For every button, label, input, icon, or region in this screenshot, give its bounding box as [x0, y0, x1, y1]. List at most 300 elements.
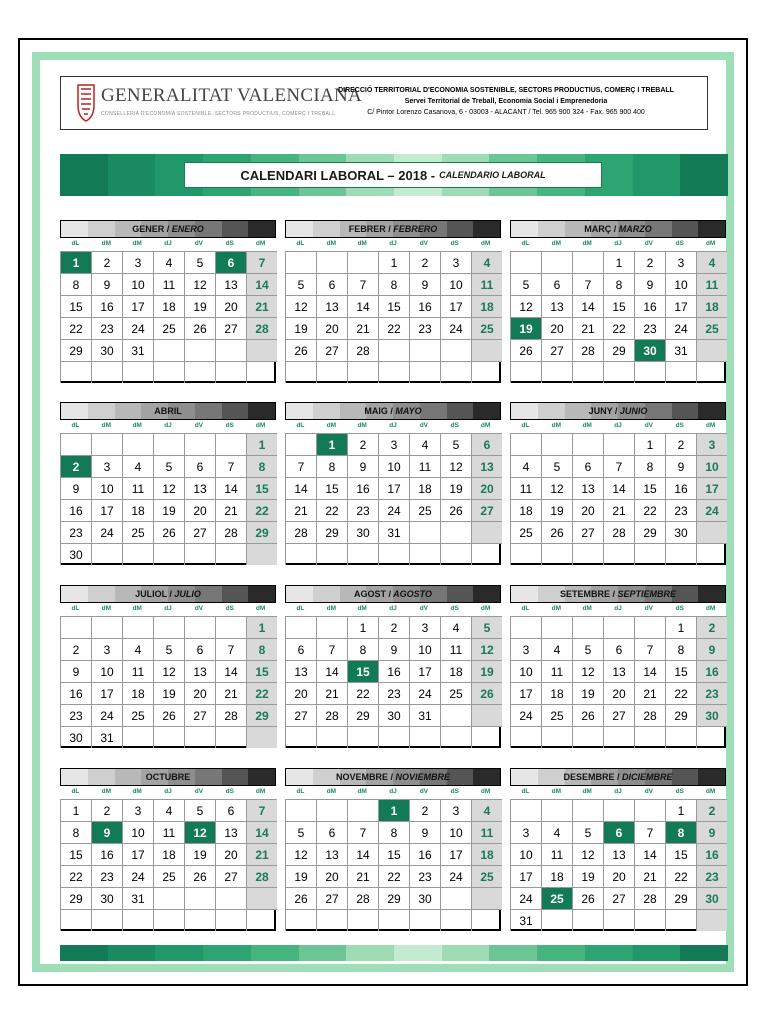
empty-cell — [60, 909, 91, 931]
day-cell: 27 — [603, 887, 634, 909]
day-cell: 29 — [246, 704, 277, 726]
day-cell: 6 — [316, 273, 347, 295]
day-name: dS — [225, 605, 234, 612]
day-name: dJ — [614, 788, 622, 795]
day-cell: 17 — [665, 295, 696, 317]
day-cell: 17 — [696, 477, 727, 499]
bottom-band — [60, 945, 728, 961]
day-cell: 12 — [153, 477, 184, 499]
empty-cell — [471, 726, 502, 748]
empty-cell — [246, 543, 277, 565]
day-cell: 24 — [696, 499, 727, 521]
day-grid — [285, 251, 501, 383]
month-block — [510, 585, 726, 748]
day-name: dM — [357, 788, 367, 795]
day-cell: 14 — [572, 295, 603, 317]
day-cell: 11 — [122, 660, 153, 682]
day-cell: 9 — [60, 477, 91, 499]
day-cell: 8 — [316, 455, 347, 477]
day-cell: 16 — [409, 843, 440, 865]
empty-cell — [696, 726, 727, 748]
day-cell: 31 — [378, 521, 409, 543]
day-grid — [285, 799, 501, 931]
day-cell: 6 — [184, 638, 215, 660]
day-cell: 12 — [541, 477, 572, 499]
day-cell: 26 — [285, 339, 316, 361]
empty-cell — [409, 361, 440, 383]
day-cell: 14 — [246, 273, 277, 295]
title-box — [184, 162, 602, 188]
day-name: dV — [419, 422, 429, 429]
generalitat-logo — [75, 83, 363, 125]
day-cell: 16 — [696, 843, 727, 865]
day-grid — [285, 433, 501, 565]
day-cell: 18 — [153, 295, 184, 317]
empty-cell — [316, 616, 347, 638]
day-cell: 3 — [510, 638, 541, 660]
day-cell: 23 — [347, 499, 378, 521]
band-segment — [108, 154, 156, 196]
empty-cell — [510, 799, 541, 821]
day-cell: 17 — [409, 660, 440, 682]
empty-cell — [316, 909, 347, 931]
day-cell: 31 — [122, 339, 153, 361]
empty-cell — [471, 887, 502, 909]
day-cell: 17 — [510, 865, 541, 887]
day-cell: 11 — [122, 477, 153, 499]
day-names-row — [510, 788, 726, 798]
empty-cell — [91, 909, 122, 931]
day-cell: 24 — [510, 887, 541, 909]
day-cell: 15 — [603, 295, 634, 317]
day-cell: 20 — [184, 682, 215, 704]
empty-cell — [471, 361, 502, 383]
month-name-val: AGOST / — [353, 589, 391, 599]
day-grid — [510, 433, 726, 565]
day-cell: 29 — [246, 521, 277, 543]
day-cell: 30 — [409, 887, 440, 909]
day-cell: 18 — [510, 499, 541, 521]
day-cell: 1 — [603, 251, 634, 273]
day-cell: 9 — [409, 273, 440, 295]
day-name: dJ — [389, 422, 397, 429]
empty-cell — [634, 543, 665, 565]
day-grid — [510, 616, 726, 748]
day-cell: 15 — [634, 477, 665, 499]
empty-cell — [122, 909, 153, 931]
day-cell: 10 — [409, 638, 440, 660]
day-names-row — [285, 240, 501, 250]
empty-cell — [215, 726, 246, 748]
day-cell: 7 — [347, 821, 378, 843]
empty-cell — [440, 543, 471, 565]
empty-cell — [696, 521, 727, 543]
page-inner — [40, 60, 726, 964]
day-cell: 24 — [510, 704, 541, 726]
day-names-row — [510, 605, 726, 615]
empty-cell — [409, 339, 440, 361]
empty-cell — [541, 909, 572, 931]
day-cell: 20 — [541, 317, 572, 339]
day-cell: 13 — [215, 273, 246, 295]
day-cell: 16 — [60, 499, 91, 521]
day-name: dM — [255, 240, 266, 247]
empty-cell — [153, 433, 184, 455]
band-segment — [394, 945, 442, 961]
day-cell: 16 — [665, 477, 696, 499]
day-cell: 22 — [603, 317, 634, 339]
day-cell: 25 — [541, 887, 572, 909]
day-cell: 30 — [378, 704, 409, 726]
day-cell: 15 — [246, 660, 277, 682]
day-cell: 22 — [60, 865, 91, 887]
empty-cell — [440, 339, 471, 361]
day-cell: 18 — [440, 660, 471, 682]
band-segment — [203, 945, 251, 961]
day-cell: 28 — [246, 865, 277, 887]
day-cell: 10 — [665, 273, 696, 295]
day-cell: 5 — [184, 251, 215, 273]
day-cell: 4 — [471, 251, 502, 273]
empty-cell — [246, 339, 277, 361]
day-name: dS — [675, 788, 684, 795]
day-name: dM — [582, 422, 592, 429]
day-name: dM — [101, 422, 111, 429]
day-cell: 8 — [603, 273, 634, 295]
month-name-es: FEBRERO — [390, 224, 438, 234]
empty-cell — [510, 726, 541, 748]
empty-cell — [440, 704, 471, 726]
day-cell: 19 — [285, 865, 316, 887]
day-cell: 25 — [696, 317, 727, 339]
day-cell: 20 — [316, 317, 347, 339]
empty-cell — [665, 361, 696, 383]
empty-cell — [440, 726, 471, 748]
day-cell: 7 — [215, 455, 246, 477]
page-subtitle: CALENDARIO LABORAL — [439, 170, 546, 180]
day-cell: 2 — [347, 433, 378, 455]
day-name: dM — [551, 240, 561, 247]
empty-cell — [541, 361, 572, 383]
month-name — [60, 402, 276, 420]
empty-cell — [215, 361, 246, 383]
day-name: dM — [132, 240, 142, 247]
day-cell: 5 — [541, 455, 572, 477]
day-name: dL — [71, 422, 80, 429]
day-cell: 21 — [572, 317, 603, 339]
day-cell: 29 — [316, 521, 347, 543]
day-cell: 7 — [316, 638, 347, 660]
day-name: dS — [225, 422, 234, 429]
day-cell: 12 — [572, 843, 603, 865]
month-name-val: MARÇ / — [584, 224, 617, 234]
day-cell: 14 — [316, 660, 347, 682]
empty-cell — [409, 726, 440, 748]
empty-cell — [378, 909, 409, 931]
month-name-es: SEPTIEMBRE — [615, 589, 677, 599]
empty-cell — [378, 543, 409, 565]
day-cell: 31 — [91, 726, 122, 748]
day-cell: 17 — [91, 499, 122, 521]
day-name: dS — [450, 422, 459, 429]
day-cell: 3 — [510, 821, 541, 843]
day-name: dM — [705, 788, 716, 795]
empty-cell — [440, 361, 471, 383]
day-cell: 3 — [409, 616, 440, 638]
day-cell: 16 — [347, 477, 378, 499]
day-name: dM — [326, 788, 336, 795]
day-cell: 26 — [572, 887, 603, 909]
empty-cell — [634, 616, 665, 638]
empty-cell — [215, 433, 246, 455]
day-cell: 26 — [184, 865, 215, 887]
day-cell: 21 — [215, 499, 246, 521]
day-name: dM — [480, 788, 491, 795]
day-cell: 23 — [378, 682, 409, 704]
day-cell: 28 — [215, 521, 246, 543]
month-name — [510, 220, 726, 238]
day-cell: 2 — [634, 251, 665, 273]
day-cell: 27 — [603, 704, 634, 726]
day-cell: 2 — [696, 799, 727, 821]
month-name-val: JUNY / — [588, 406, 618, 416]
day-cell: 4 — [153, 799, 184, 821]
day-cell: 31 — [510, 909, 541, 931]
band-segment — [442, 945, 490, 961]
month-name — [285, 768, 501, 786]
month-name-es: NOVIEMBRE — [393, 772, 451, 782]
band-segment — [251, 945, 299, 961]
month-block — [60, 220, 276, 383]
day-cell: 15 — [246, 477, 277, 499]
day-cell: 21 — [316, 682, 347, 704]
day-cell: 20 — [603, 865, 634, 887]
day-cell: 5 — [572, 821, 603, 843]
day-cell: 9 — [378, 638, 409, 660]
day-cell: 7 — [572, 273, 603, 295]
empty-cell — [285, 543, 316, 565]
day-cell: 24 — [122, 865, 153, 887]
empty-cell — [316, 361, 347, 383]
day-cell: 17 — [378, 477, 409, 499]
day-cell: 28 — [215, 704, 246, 726]
day-cell: 30 — [60, 543, 91, 565]
day-cell: 25 — [541, 704, 572, 726]
month-name-val: MAIG / — [364, 406, 393, 416]
day-cell: 12 — [440, 455, 471, 477]
day-cell: 11 — [510, 477, 541, 499]
day-name: dJ — [164, 240, 172, 247]
day-cell: 18 — [541, 682, 572, 704]
day-cell: 1 — [634, 433, 665, 455]
day-cell: 9 — [409, 821, 440, 843]
month-name-es: AGOSTO — [391, 589, 433, 599]
day-cell: 20 — [215, 843, 246, 865]
day-cell: 18 — [696, 295, 727, 317]
day-cell: 8 — [60, 273, 91, 295]
day-cell: 26 — [184, 317, 215, 339]
day-cell: 10 — [510, 843, 541, 865]
day-cell: 23 — [696, 865, 727, 887]
day-cell: 28 — [572, 339, 603, 361]
day-name: dJ — [389, 605, 397, 612]
day-cell: 22 — [316, 499, 347, 521]
day-cell: 3 — [440, 799, 471, 821]
band-segment — [680, 945, 728, 961]
day-cell: 9 — [347, 455, 378, 477]
day-cell: 14 — [285, 477, 316, 499]
empty-cell — [603, 799, 634, 821]
day-name: dS — [225, 240, 234, 247]
day-cell: 20 — [285, 682, 316, 704]
day-name: dV — [644, 605, 654, 612]
day-cell: 8 — [60, 821, 91, 843]
day-cell: 9 — [60, 660, 91, 682]
day-cell: 8 — [347, 638, 378, 660]
day-name: dM — [551, 788, 561, 795]
day-cell: 31 — [409, 704, 440, 726]
day-cell: 18 — [471, 843, 502, 865]
month-name-val: DESEMBRE / — [563, 772, 620, 782]
empty-cell — [510, 433, 541, 455]
day-cell: 23 — [60, 521, 91, 543]
day-cell: 23 — [634, 317, 665, 339]
day-cell: 1 — [246, 616, 277, 638]
month-name-val: NOVEMBRE / — [335, 772, 393, 782]
day-grid — [60, 616, 276, 748]
empty-cell — [60, 361, 91, 383]
month-block — [285, 220, 501, 383]
day-cell: 6 — [285, 638, 316, 660]
day-cell: 28 — [316, 704, 347, 726]
day-cell: 20 — [184, 499, 215, 521]
day-cell: 18 — [409, 477, 440, 499]
day-cell: 6 — [572, 455, 603, 477]
day-cell: 15 — [316, 477, 347, 499]
month-block — [60, 768, 276, 931]
day-cell: 20 — [572, 499, 603, 521]
empty-cell — [471, 339, 502, 361]
empty-cell — [378, 726, 409, 748]
month-name-es: JULIO — [171, 589, 201, 599]
day-cell: 2 — [665, 433, 696, 455]
empty-cell — [634, 726, 665, 748]
day-cell: 21 — [347, 865, 378, 887]
day-cell: 14 — [215, 477, 246, 499]
day-cell: 26 — [440, 499, 471, 521]
day-cell: 4 — [122, 455, 153, 477]
month-block — [285, 402, 501, 565]
day-cell: 24 — [122, 317, 153, 339]
month-name-es: JUNIO — [617, 406, 648, 416]
month-name-es: MAYO — [392, 406, 422, 416]
day-name: dM — [480, 605, 491, 612]
page-title: CALENDARI LABORAL – 2018 - — [240, 167, 436, 183]
month-name — [60, 585, 276, 603]
day-cell: 18 — [153, 843, 184, 865]
day-cell: 3 — [440, 251, 471, 273]
day-cell: 7 — [634, 821, 665, 843]
empty-cell — [409, 909, 440, 931]
empty-cell — [184, 726, 215, 748]
day-cell: 25 — [122, 521, 153, 543]
empty-cell — [510, 251, 541, 273]
empty-cell — [572, 251, 603, 273]
day-cell: 22 — [378, 865, 409, 887]
month-name-val: OCTUBRE — [145, 772, 191, 782]
empty-cell — [285, 433, 316, 455]
day-cell: 17 — [91, 682, 122, 704]
day-cell: 12 — [572, 660, 603, 682]
day-name: dM — [582, 788, 592, 795]
day-cell: 25 — [440, 682, 471, 704]
day-cell: 18 — [122, 499, 153, 521]
day-cell: 1 — [378, 799, 409, 821]
day-cell: 14 — [215, 660, 246, 682]
empty-cell — [603, 909, 634, 931]
empty-cell — [665, 543, 696, 565]
day-name: dJ — [164, 422, 172, 429]
day-names-row — [510, 422, 726, 432]
day-cell: 10 — [122, 273, 153, 295]
day-cell: 5 — [440, 433, 471, 455]
day-cell: 16 — [91, 295, 122, 317]
day-name: dM — [132, 605, 142, 612]
empty-cell — [246, 887, 277, 909]
day-name: dM — [582, 240, 592, 247]
day-cell: 16 — [634, 295, 665, 317]
day-cell: 5 — [153, 638, 184, 660]
empty-cell — [184, 361, 215, 383]
empty-cell — [634, 361, 665, 383]
day-name: dV — [194, 605, 204, 612]
day-cell: 25 — [471, 865, 502, 887]
month-name — [285, 220, 501, 238]
day-name: dM — [326, 605, 336, 612]
day-cell: 13 — [541, 295, 572, 317]
day-cell: 5 — [510, 273, 541, 295]
day-cell: 10 — [91, 477, 122, 499]
day-cell: 31 — [122, 887, 153, 909]
day-cell: 15 — [60, 843, 91, 865]
empty-cell — [184, 339, 215, 361]
day-grid — [510, 251, 726, 383]
day-cell: 13 — [603, 660, 634, 682]
day-cell: 14 — [347, 843, 378, 865]
empty-cell — [60, 433, 91, 455]
day-cell: 11 — [409, 455, 440, 477]
empty-cell — [122, 433, 153, 455]
day-cell: 21 — [285, 499, 316, 521]
directorate-name: DIRECCIÓ TERRITORIAL D'ECONOMIA SOSTENIBLE, SECTORS PRODUCTIUS, COMERÇ I TREBALL — [338, 87, 674, 94]
empty-cell — [572, 543, 603, 565]
day-cell: 21 — [347, 317, 378, 339]
day-cell: 28 — [634, 887, 665, 909]
day-name: dS — [225, 788, 234, 795]
day-name: dJ — [164, 605, 172, 612]
day-name: dJ — [389, 240, 397, 247]
day-cell: 30 — [696, 704, 727, 726]
day-cell: 28 — [285, 521, 316, 543]
day-cell: 24 — [440, 317, 471, 339]
day-cell: 13 — [285, 660, 316, 682]
empty-cell — [347, 726, 378, 748]
day-cell: 23 — [60, 704, 91, 726]
day-names-row — [60, 422, 276, 432]
day-cell: 13 — [471, 455, 502, 477]
empty-cell — [634, 909, 665, 931]
empty-cell — [471, 704, 502, 726]
